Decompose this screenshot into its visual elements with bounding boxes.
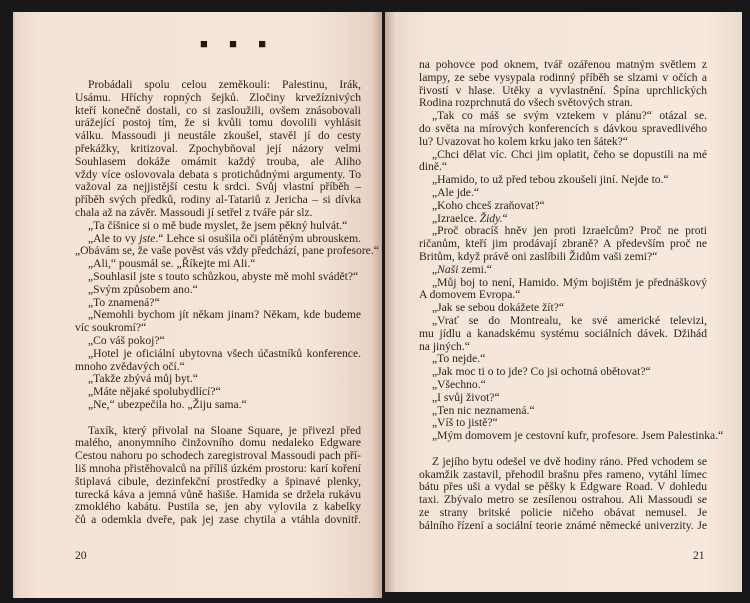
paragraph <box>419 429 724 443</box>
text-line: „Nemohli bychom jít někam jinam? Někam, kde budeme <box>88 309 361 322</box>
text-line: „Hotel je oficiální ubytovna všech účastníků konference. <box>88 347 361 360</box>
text-line: Taxík, který přivolal na Sloane Square, je přivezl před <box>88 424 361 437</box>
text-line: zmoklého kabátu. Pustila se, jen aby vylovila z kabelky <box>75 501 361 514</box>
emphasis: Židy. <box>479 211 503 225</box>
text-line: do světa na mírových konferencích s dávkou spravedlivého <box>419 122 707 135</box>
paragraph <box>419 187 707 200</box>
paragraph <box>419 149 707 175</box>
right-page <box>385 12 742 592</box>
paragraph <box>75 232 379 259</box>
text-line: „Ten nic neznamená.“ <box>432 403 535 417</box>
right-page-text <box>419 59 724 532</box>
text-line: „Proč obracíš hněv jen proti Izraelcům? Proč ne proti <box>432 225 707 238</box>
text-line: „Můj boj to není, Hamido. Mým bojištěm je přednáškový <box>432 276 707 289</box>
paragraph <box>75 335 361 348</box>
text-line: urážející postoj tím, že si kvůli tomu dovolili vyhlásit <box>75 117 361 130</box>
text-line: „Takže zbývá můj byt.“ <box>88 372 198 386</box>
text-line: liš mnoha přistěhovalců na příliš úzkém prostoru: karí koření <box>75 462 361 475</box>
text-line: na jiných.“ <box>419 339 470 353</box>
text-line: „Vrať se do Montrealu, ke své americké televizi, <box>432 314 707 327</box>
section-break <box>419 443 707 456</box>
text-line: kteří konečně dostali, co si zasloužili, ovšem znásobovali <box>75 104 361 117</box>
paragraph <box>75 348 361 374</box>
paragraph <box>75 386 361 399</box>
text-line: dině.“ <box>419 160 448 174</box>
text-line: „Souhlasil jste s touto schůzkou, abyste mě mohl svádět?“ <box>88 269 359 283</box>
paragraph <box>419 315 707 353</box>
text-line: čů a odemkla dveře, pak jej zase chytila a vtáhla dovnitř. <box>75 514 361 527</box>
paragraph <box>419 277 707 303</box>
text-line: „Tak co máš se svým vztekem v plánu?“ otázal se. <box>432 110 707 123</box>
paragraph <box>75 271 361 284</box>
text-line: „Ali,“ pousmál se. „Říkejte mi Ali.“ <box>88 257 256 271</box>
text-line: „Naši zemi.“ <box>432 262 492 276</box>
text-line: Britům, když právě oni zaslíbili Židům vaši zemi?“ <box>419 249 658 263</box>
emphasis: Naši <box>437 262 459 276</box>
text-line: bátu přes uši a vydal se pěšky k Edgware Road. V dohledu <box>419 481 707 494</box>
text-line: taxi. Zbývalo metro se zesílenou ostrahou. Ali Massoudi se <box>419 494 707 507</box>
text-line: „Ale jde.“ <box>432 185 479 199</box>
paragraph <box>75 284 361 297</box>
paragraph <box>75 425 361 527</box>
paragraph <box>75 79 361 220</box>
text-line: Probádali spolu celou zeměkouli: Palestinu, Irák, <box>88 79 361 91</box>
emphasis: jste <box>139 232 156 245</box>
text-line: „Koho chceš zraňovat?“ <box>432 198 545 212</box>
text-line: „Chci dělat víc. Chci jim oplatit, čeho se dopustili na mé <box>432 148 707 161</box>
text-line: važoval za nejjistější cestu k srdci. Svůj vlastní příběh – <box>75 181 361 194</box>
text-line: příběh svých předků, rodiny al-Tatariů z Jericha – si dívka <box>75 194 361 207</box>
paragraph <box>419 110 707 148</box>
text-line: lu? Uvazovat ho kolem krku jako ten šátek?“ <box>419 134 628 148</box>
paragraph <box>419 200 707 213</box>
text-line: bálního řízení a sociální teorie známé německé univerzity. Je <box>419 519 707 532</box>
paragraph <box>75 297 361 310</box>
text-line: „Ale to vy jste.“ Lehce si osušila oči plátěným ubrouskem. <box>88 232 361 245</box>
text-line: mu jídlu a kanadskému systému sociálních dávek. Džihád <box>419 327 707 340</box>
text-line: „Ta číšnice si o mě bude myslet, že jsem pěkný hulvát.“ <box>88 218 348 232</box>
text-line: Souhlasem dokáže omámit každý trouba, ale Aliho <box>75 155 361 168</box>
section-break <box>75 412 361 425</box>
text-line: mnoho zvědavých očí.“ <box>75 359 185 373</box>
paragraph <box>419 213 707 226</box>
text-line: „Co váš pokoj?“ <box>88 333 165 347</box>
text-line: Z jejího bytu odešel ve dvě hodiny ráno. Před vchodem se <box>432 455 707 468</box>
text-line: Cestou nahoru po schodech zaregistroval Massoudi pach pří- <box>75 450 361 463</box>
paragraph <box>419 225 707 263</box>
text-line: štiplavá cibule, dezinfekční prostředky a špinavé plenky, <box>75 475 361 488</box>
text-line: „Jak moc ti o to jde? Co jsi ochotná obětovat?“ <box>432 365 651 379</box>
paragraph <box>419 366 707 379</box>
page-number: 20 <box>75 549 87 562</box>
paragraph <box>419 302 707 315</box>
text-line: „Jak se sebou dokážete žít?“ <box>432 301 564 315</box>
text-line: okamžik zastavil, přehodil brašnu přes rameno, vytáhl límec <box>419 468 707 481</box>
text-line: ričanům, kteří jim prodávají zbraně? A především proč ne <box>419 238 707 251</box>
text-line: víc soukromí?“ <box>75 321 147 335</box>
text-line: chala až na závěr. Massoudi jí setřel z tváře pár slz. <box>75 205 313 219</box>
text-line: turecká káva a jemná vůně hašiše. Hamida se držela rukávu <box>75 488 361 501</box>
text-line: „To znamená?“ <box>88 295 160 309</box>
text-line: Rodina rozprchnutá do všech světových stran. <box>419 96 633 110</box>
text-line: ze strany britské policie ničeho obávat nemusel. Je <box>419 506 707 519</box>
text-line: A domovem Evropa.“ <box>419 288 521 302</box>
text-line: lampy, ze sebe vysypala rodinný příběh se slzami v očích a <box>419 71 707 84</box>
text-line: „Svým způsobem ano.“ <box>88 282 198 296</box>
text-line: „Víš to jistě?“ <box>432 416 498 430</box>
text-line: „Všechno.“ <box>432 377 486 391</box>
left-page <box>13 12 382 598</box>
text-line: malého, anonymního činžovního domu nedaleko Edgware <box>75 437 361 450</box>
paragraph <box>419 264 707 277</box>
text-line: „I svůj život?“ <box>432 390 500 404</box>
left-page-text <box>75 79 379 527</box>
paragraph <box>419 456 707 533</box>
section-ornament: ■ ■ ■ <box>200 36 276 51</box>
text-line: „Mým domovem je cestovní kufr, profesore. Jsem Palestinka.“ <box>432 429 724 443</box>
text-line: překážky, kritizoval. Zpochybňoval její názory velmi <box>75 142 361 155</box>
text-line: řivostí v hlase. Útěky a vyvlastnění. Špína uprchlických <box>419 84 707 97</box>
text-line: vždy více oslovovala debata s protichůdnými argumenty. To <box>75 168 361 181</box>
paragraph <box>419 59 707 110</box>
text-line: „Máte nějaké spolubydlící?“ <box>88 385 221 399</box>
text-line: „Izraelce. Židy.“ <box>432 211 508 225</box>
text-line: „To nejde.“ <box>432 352 486 366</box>
text-line: „Ne,“ ubezpečila ho. „Žiju sama.“ <box>88 397 247 411</box>
paragraph <box>75 220 361 233</box>
page-number: 21 <box>693 549 705 562</box>
text-line: válku. Massoudi ji neustále zkoušel, stavěl jí do cesty <box>75 130 361 143</box>
paragraph <box>419 392 707 405</box>
paragraph <box>75 399 361 412</box>
text-line: Usámu. Hříchy ropných šejků. Zločiny krvežíznivých <box>75 91 361 104</box>
paragraph <box>75 309 361 335</box>
text-line: na pohovce pod oknem, tvář ozářenou matným světlem z <box>419 59 707 71</box>
text-line: „Hamido, to už před tebou zkoušeli jiní. Nejde to.“ <box>432 173 669 187</box>
text-line: „Obávám se, že vaše pověst vás vždy předchází, pane profesore.“ <box>75 244 379 258</box>
paragraph <box>419 379 707 392</box>
